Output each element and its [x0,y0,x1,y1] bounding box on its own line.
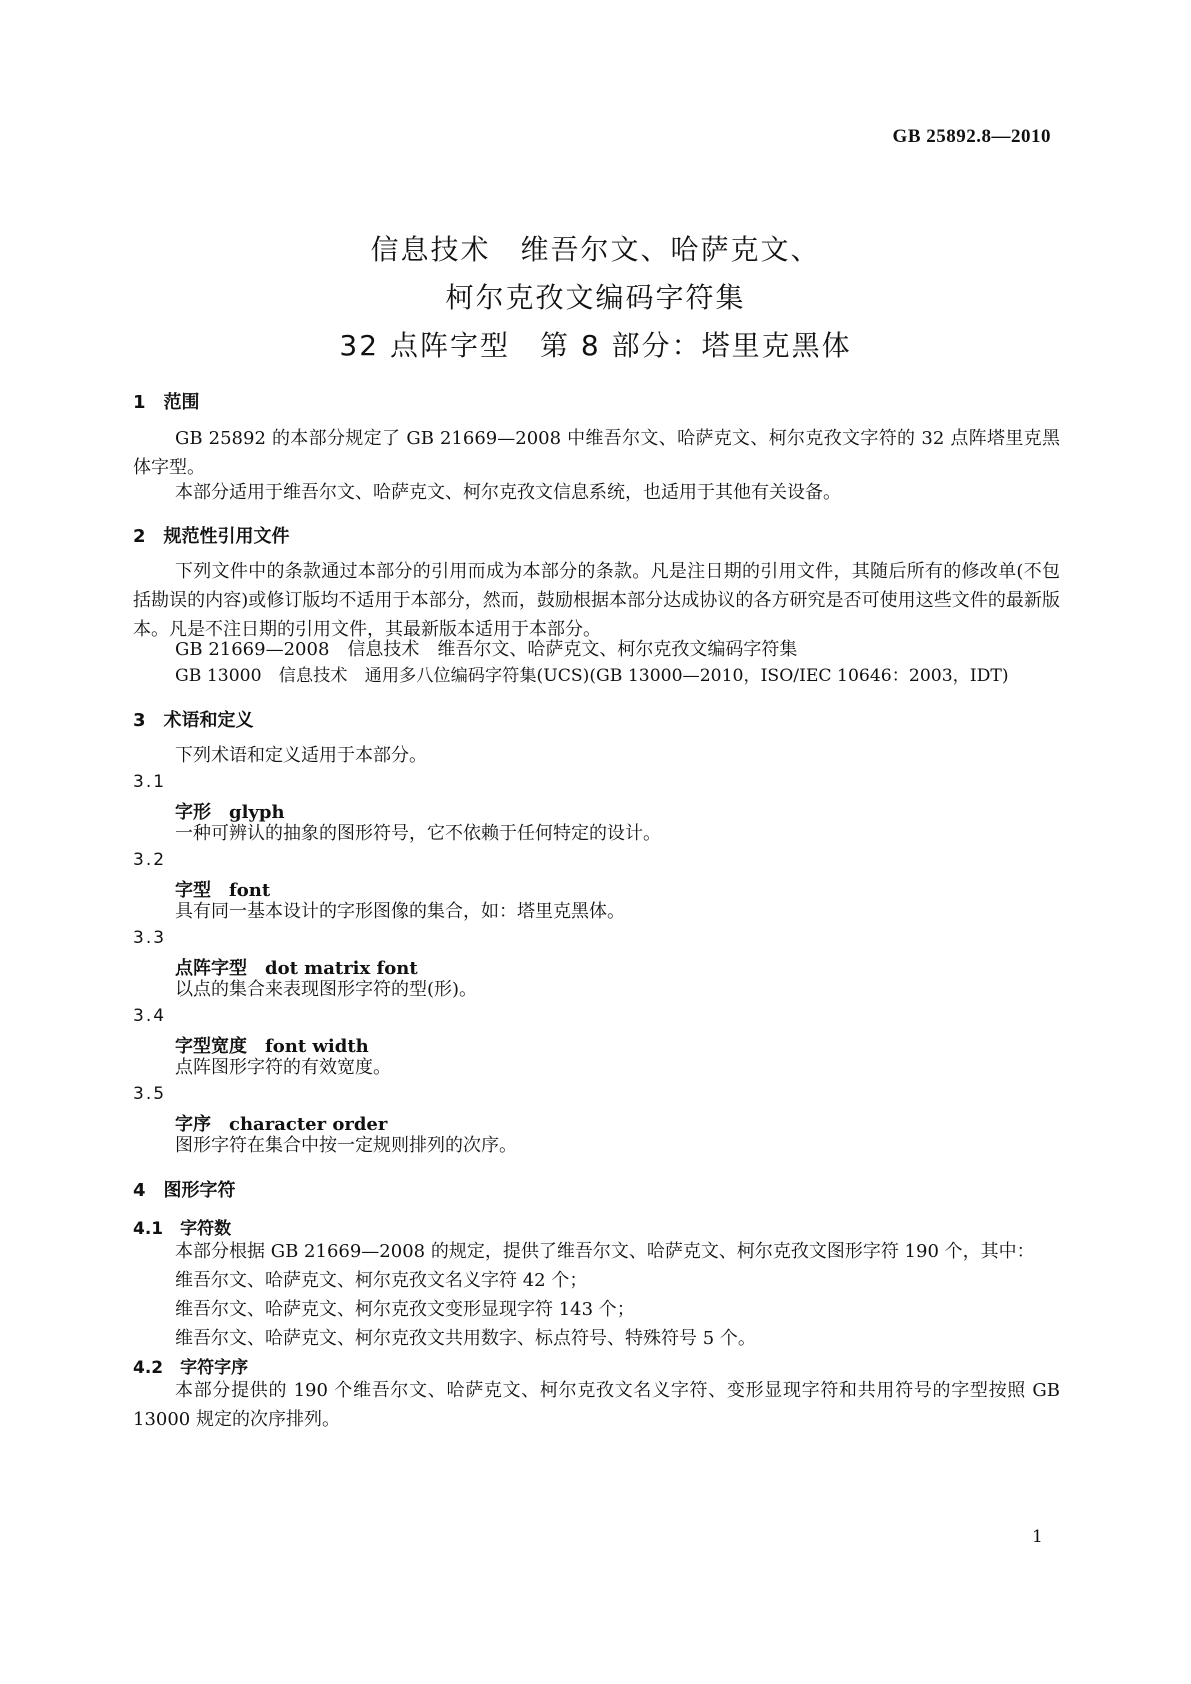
term-name: 字序 character order [175,1114,388,1135]
subsection-4-1-line: 本部分根据 GB 21669—2008 的规定，提供了维吾尔文、哈萨克文、柯尔克孜文图形字符 190 个，其中： [175,1241,1035,1262]
section-1-heading: 1 范围 [133,392,200,413]
title-line-3: 32 点阵字型 第 8 部分：塔里克黑体 [339,329,852,362]
section-2-paragraph-1: 下列文件中的条款通过本部分的引用而成为本部分的条款。凡是注日期的引用文件，其随后所有的修改单(不包括勘误的内容)或修订版均不适用于本部分，然而，鼓励根据本部分达成协议的各方研究是否可使用这些文件的最新版本。凡是不注日期的引用文件，其最新版本适用于本部分。 [133,561,1060,640]
term-name: 点阵字型 dot matrix font [175,958,418,979]
term-number: 3.4 [133,1006,167,1026]
section-2-heading: 2 规范性引用文件 [133,526,290,547]
term-definition: 具有同一基本设计的字形图像的集合，如：塔里克黑体。 [175,901,625,922]
term-definition: 图形字符在集合中按一定规则排列的次序。 [175,1135,517,1156]
subsection-4-1-line: 维吾尔文、哈萨克文、柯尔克孜文共用数字、标点符号、特殊符号 5 个。 [175,1328,756,1349]
title-line-1: 信息技术 维吾尔文、哈萨克文、 [370,233,821,266]
section-1-paragraph-2: 本部分适用于维吾尔文、哈萨克文、柯尔克孜文信息系统，也适用于其他有关设备。 [175,482,841,503]
subsection-4-1-line: 维吾尔文、哈萨克文、柯尔克孜文名义字符 42 个； [175,1270,588,1291]
term-number: 3.5 [133,1084,167,1104]
term-number: 3.1 [133,772,167,792]
standard-code: GB 25892.8—2010 [892,126,1051,147]
reference-1: GB 21669—2008 信息技术 维吾尔文、哈萨克文、柯尔克孜文编码字符集 [175,639,798,660]
section-3-intro: 下列术语和定义适用于本部分。 [175,745,427,766]
subsection-4-1-heading: 4.1 字符数 [133,1219,232,1239]
term-number: 3.2 [133,850,167,870]
subsection-4-1-line: 维吾尔文、哈萨克文、柯尔克孜文变形显现字符 143 个； [175,1299,635,1320]
subsection-4-2-paragraph: 本部分提供的 190 个维吾尔文、哈萨克文、柯尔克孜文名义字符、变形显现字符和共用符号的字型按照 GB 13000 规定的次序排列。 [133,1380,1060,1430]
section-1-paragraph-1: GB 25892 的本部分规定了 GB 21669—2008 中维吾尔文、哈萨克文、柯尔克孜文字符的 32 点阵塔里克黑体字型。 [133,428,1060,478]
section-4-heading: 4 图形字符 [133,1180,236,1201]
term-number: 3.3 [133,928,167,948]
document-title [0,226,1191,370]
subsection-4-2-heading: 4.2 字符字序 [133,1358,249,1378]
term-definition: 一种可辨认的抽象的图形符号，它不依赖于任何特定的设计。 [175,823,661,844]
term-name: 字型 font [175,880,271,901]
term-definition: 点阵图形字符的有效宽度。 [175,1057,391,1078]
term-definition: 以点的集合来表现图形字符的型(形)。 [175,979,478,1000]
term-name: 字形 glyph [175,802,285,823]
section-3-heading: 3 术语和定义 [133,710,254,731]
term-name: 字型宽度 font width [175,1036,369,1057]
title-line-2: 柯尔克孜文编码字符集 [445,281,746,314]
reference-2: GB 13000 信息技术 通用多八位编码字符集(UCS)(GB 13000—2010，ISO/IEC 10646：2003，IDT) [175,666,1009,686]
page-number: 1 [1032,1527,1043,1547]
